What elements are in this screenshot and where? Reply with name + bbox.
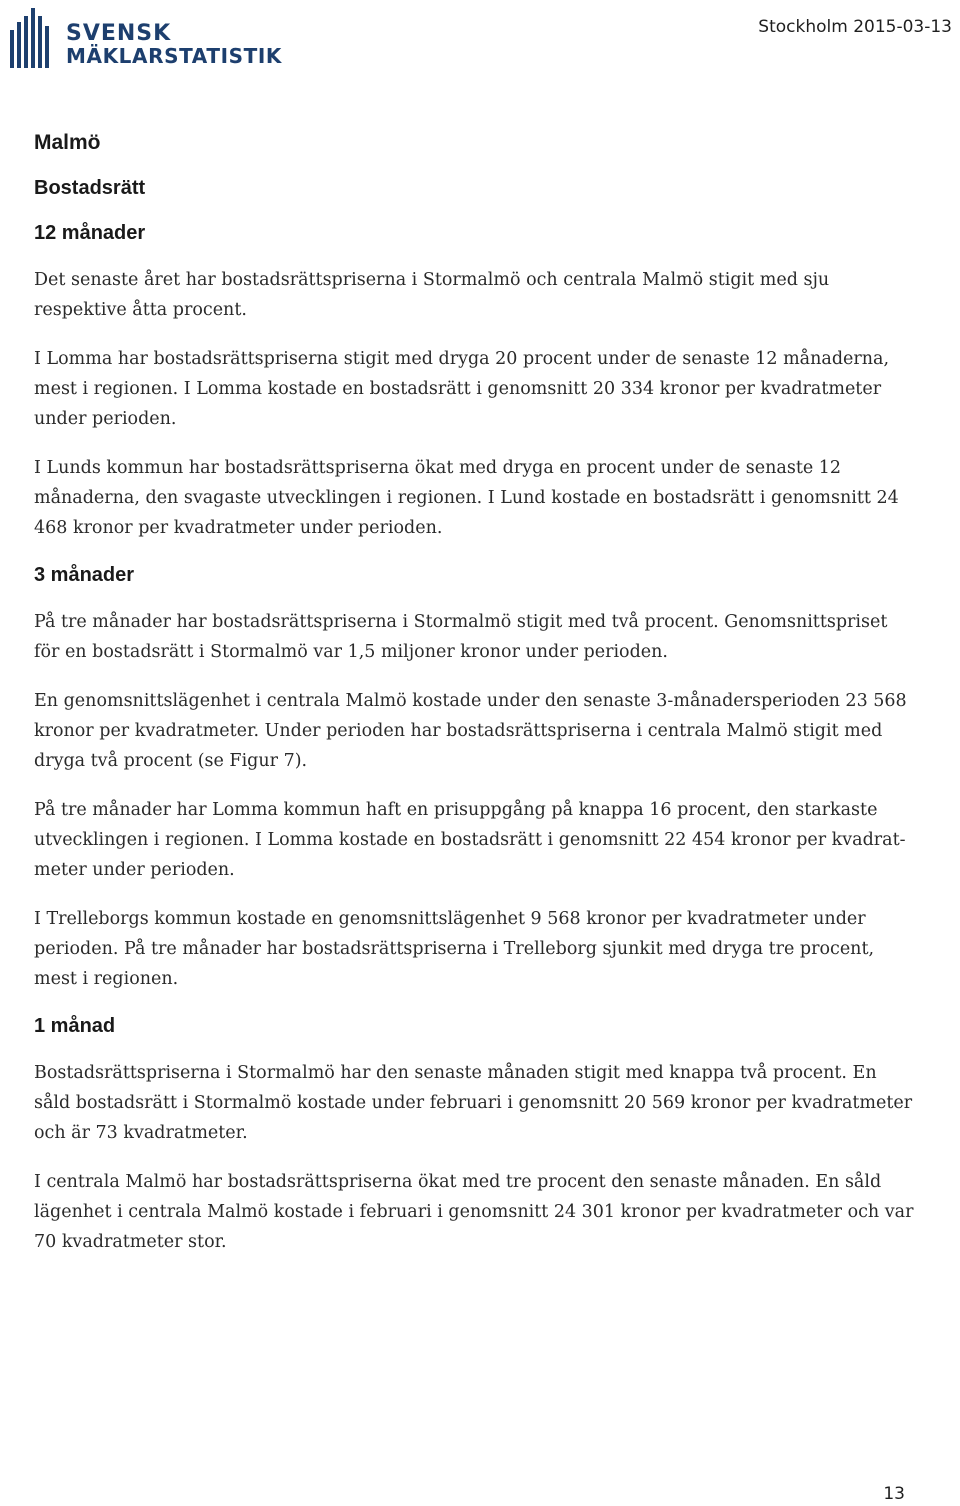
paragraph: På tre månader har Lomma kommun haft en prisuppgång på knappa 16 procent, den starkaste utvecklingen i regionen. I Lomma kostade en bostadsrätt i genomsnitt 22 454 kronor per kvadrat-meter under perioden. <box>34 800 906 880</box>
logo-line-2: MÄKLARSTATISTIK <box>66 44 282 68</box>
logo-bars-icon <box>8 6 56 70</box>
paragraph: Bostadsrättspriserna i Stormalmö har den senaste månaden stigit med knappa två procent. En såld bostadsrätt i Stormalmö kostade under februari i genomsnitt 20 569 kronor per kvadratmeter och är 73 kvadratmeter. <box>34 1063 913 1143</box>
page-number: 13 <box>883 1484 905 1504</box>
section-heading-12-months: 12 månader <box>34 222 146 244</box>
paragraph: I Lomma har bostadsrättspriserna stigit med dryga 20 procent under de senaste 12 månaderna, mest i regionen. I Lomma kostade en bostadsrätt i genomsnitt 20 334 kronor per kvadratmeter under perioden. <box>34 349 890 429</box>
header-date: Stockholm 2015-03-13 <box>758 17 952 37</box>
paragraph: En genomsnittslägenhet i centrala Malmö kostade under den senaste 3-månadersperioden 23 568 kronor per kvadratmeter. Under perioden har bostadsrättspriserna i centrala Malmö stigit med dryga två procent (se Figur 7). <box>34 691 907 771</box>
document-body <box>34 130 914 1276</box>
paragraph: Det senaste året har bostadsrättspriserna i Stormalmö och centrala Malmö stigit med sju respektive åtta procent. <box>34 270 830 320</box>
paragraph: På tre månader har bostadsrättspriserna i Stormalmö stigit med två procent. Genomsnittspriset för en bostadsrätt i Stormalmö var 1,5 miljoner kronor under perioden. <box>34 612 888 662</box>
paragraph: I centrala Malmö har bostadsrättspriserna ökat med tre procent den senaste månaden. En såld lägenhet i centrala Malmö kostade i februari i genomsnitt 24 301 kronor per kvadratmeter och var 70 kvadratmeter stor. <box>34 1172 914 1252</box>
section-heading-3-months: 3 månader <box>34 564 135 586</box>
logo-wordmark <box>66 22 282 68</box>
logo-line-1: SVENSK <box>66 21 172 46</box>
page-subtitle: Bostadsrätt <box>34 177 146 199</box>
section-heading-1-month: 1 månad <box>34 1015 116 1037</box>
page-title: Malmö <box>34 131 101 154</box>
company-logo <box>8 6 282 70</box>
paragraph: I Trelleborgs kommun kostade en genomsnittslägenhet 9 568 kronor per kvadratmeter under perioden. På tre månader har bostadsrättspriserna i Trelleborg sjunkit med dryga tre procent, mest i regionen. <box>34 909 875 989</box>
paragraph: I Lunds kommun har bostadsrättspriserna ökat med dryga en procent under de senaste 12 månaderna, den svagaste utvecklingen i regionen. I Lund kostade en bostadsrätt i genomsnitt 24 468 kronor per kvadratmeter under perioden. <box>34 458 899 538</box>
